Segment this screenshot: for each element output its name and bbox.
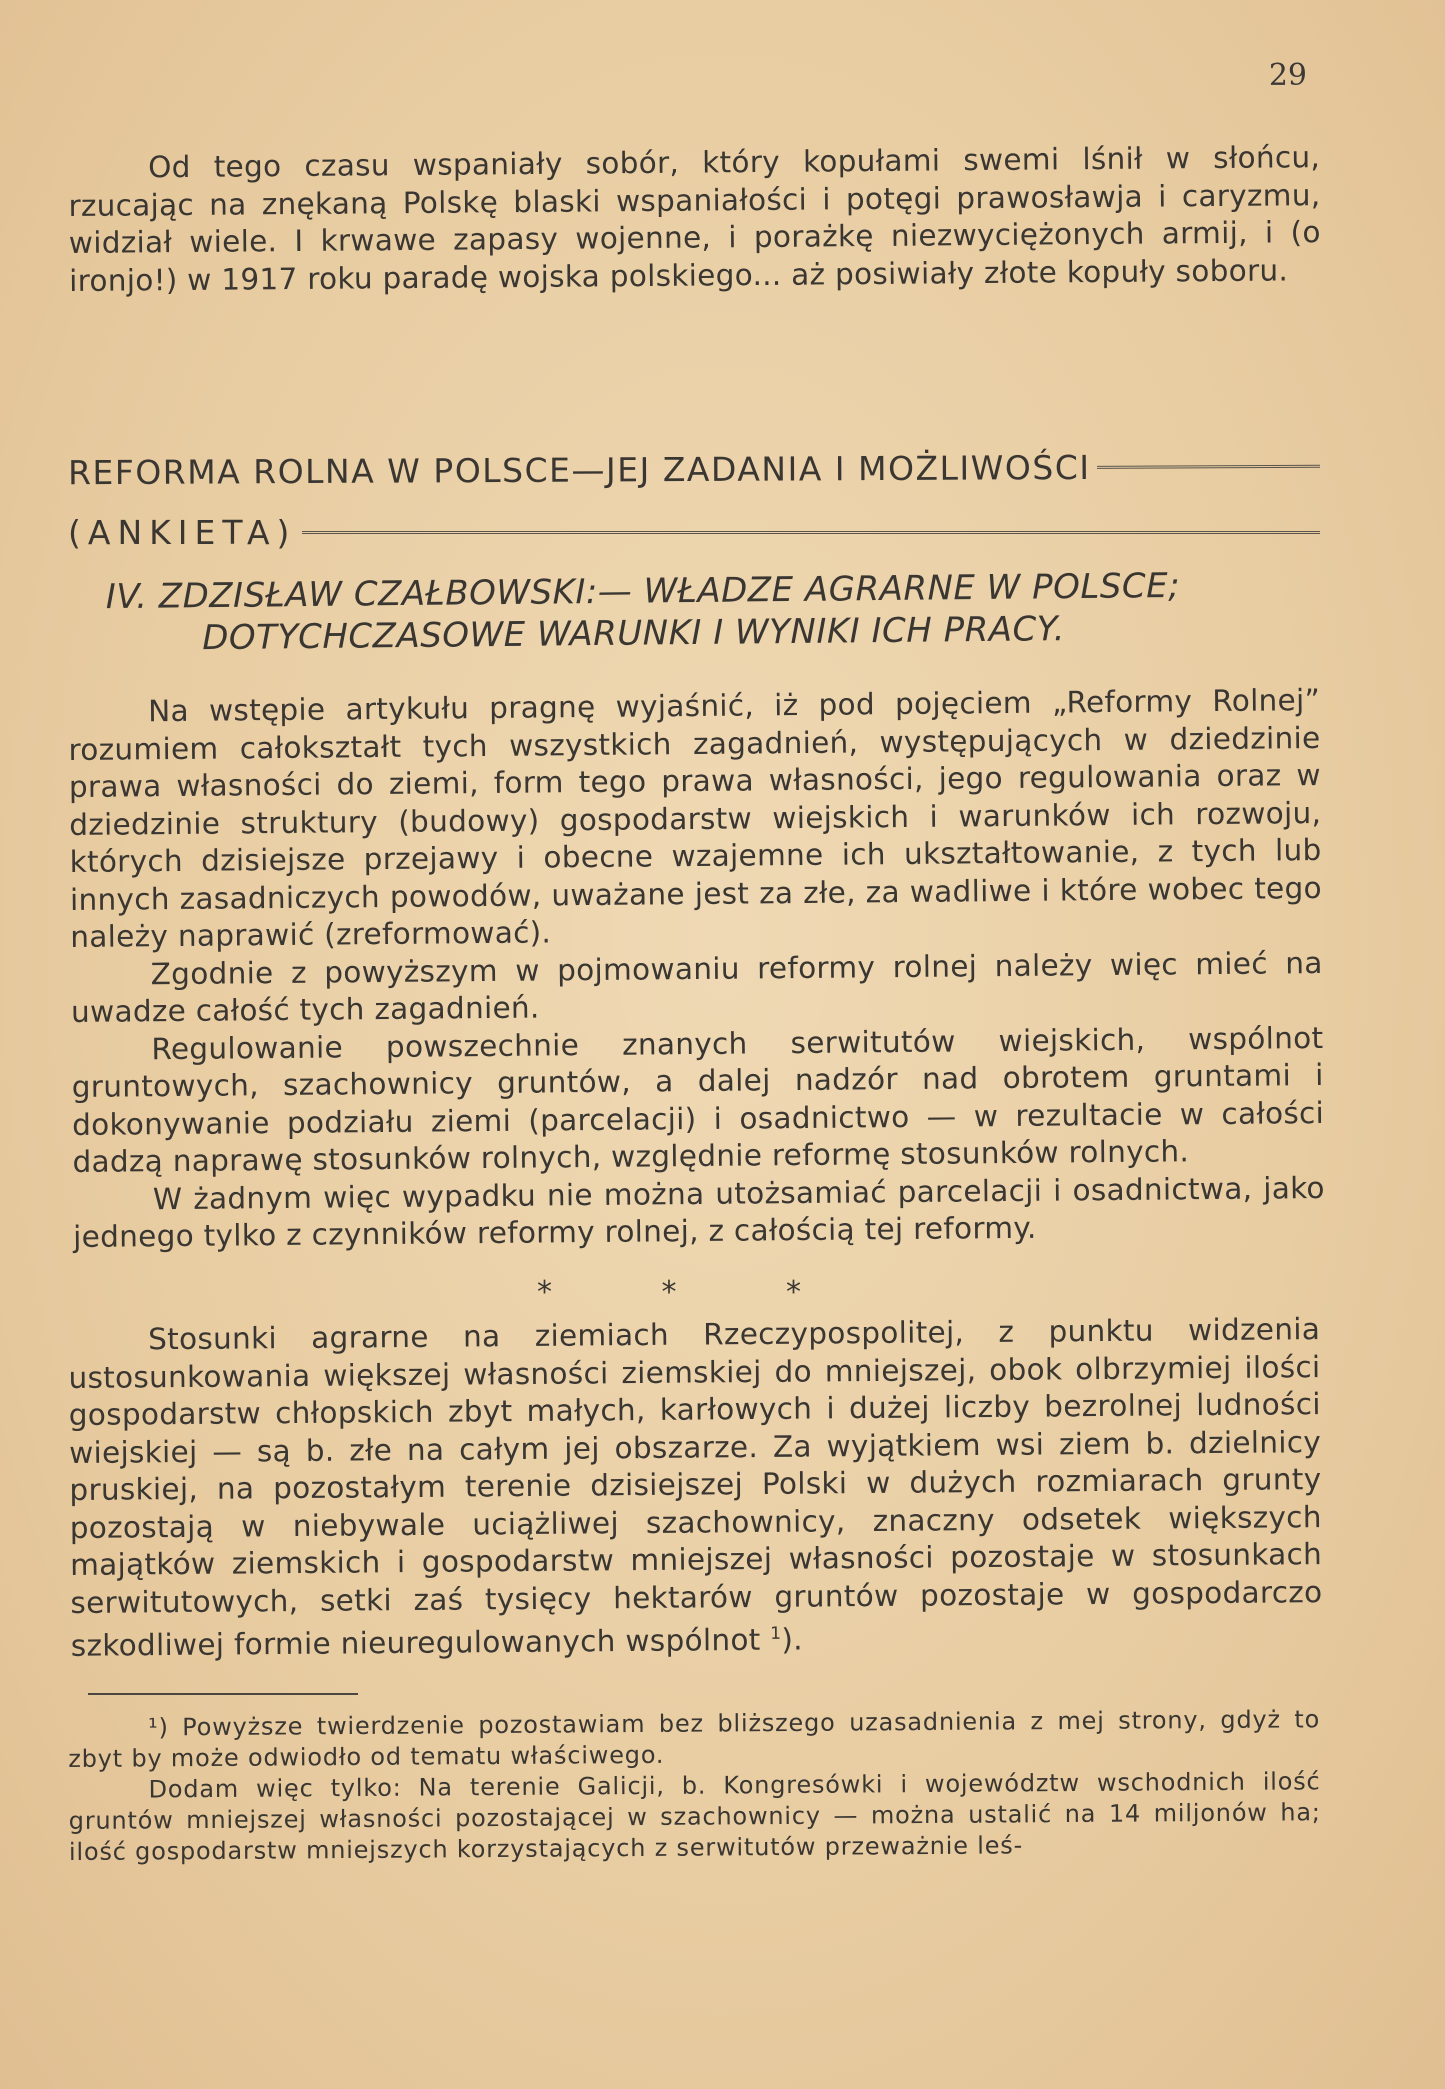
heading-rule: [1097, 465, 1320, 469]
article-title-line-2: DOTYCHCZASOWE WARUNKI I WYNIKI ICH PRACY.: [202, 609, 1066, 659]
footnote-continued: Dodam więc tylko: Na terenie Galicji, b. Kongresówki i województw wschodnich ilość gruntów mniejszej własności pozostającej w szachownicy — można ustalić na 14 miljonów ha; ilość gospodarstw mniejszych korzystających z serwitutów przeważnie leś-: [68, 1767, 1321, 1866]
paragraph: Regulowanie powszechnie znanych serwitutów wiejskich, wspólnot gruntowych, szachownicy gruntów, a dalej nadzór nad obrotem gruntami i dokonywanie podziału ziemi (parcelacji) i osadnictwo — w rezultacie w całości dadzą naprawę stosunków rolnych, względnie reformę stosunków rolnych.: [71, 1020, 1325, 1179]
paragraph: Na wstępie artykułu pragnę wyjaśnić, iż pod pojęciem „Reformy Rolnej” rozumiem całokształt tych wszystkich zagadnień, występujących w dziedzinie prawa własności do ziemi, form tego prawa własności, jego regulowania oraz w dziedzinie struktury (budowy) gospodarstw wiejskich i warunków ich rozwoju, których dzisiejsze przejawy i obecne wzajemne ich ukształtowanie, z tych lub innych zasadniczych powodów, uważane jest za złe, za wadliwe i które wobec tego należy naprawić (zreformować).: [68, 682, 1323, 954]
section-subtitle: (ANKIETA): [68, 513, 297, 552]
page-number: 29: [1268, 58, 1307, 93]
article-body-continued: [68, 1311, 1323, 1665]
footnote-divider: [88, 1693, 358, 1695]
footnote: ¹) Powyższe twierdzenie pozostawiam bez bliższego uzasadnienia z mej strony, gdyż to zbyt by może odwiodło od tematu właściwego.: [68, 1705, 1321, 1773]
paragraph: Zgodnie z powyższym w pojmowaniu reformy rolnej należy więc mieć na uwadze całość tych zagadnień.: [70, 945, 1323, 1029]
section-subtitle-row: [68, 513, 1320, 552]
article-title-line-1: IV. ZDZISŁAW CZAŁBOWSKI:— WŁADZE AGRARNE W POLSCE;: [105, 565, 1181, 618]
section-separator: * * *: [536, 1274, 852, 1310]
article-body: [68, 682, 1325, 1256]
subtitle-rule: [302, 531, 1320, 534]
footnotes: [68, 1704, 1321, 1868]
paragraph-end: ).: [781, 1621, 804, 1657]
paragraph-with-footnote: [68, 1311, 1323, 1665]
section-heading: [68, 447, 1320, 493]
page-content: [67, 140, 1325, 1868]
section-title: REFORMA ROLNA W POLSCE—JEJ ZADANIA I MOŻLIWOŚCI: [67, 447, 1091, 493]
footnote-reference: 1: [770, 1623, 782, 1644]
paragraph: W żadnym więc wypadku nie można utożsamiać parcelacji i osadnictwa, jako jednego tylko z czynników reformy rolnej, z całością tej reformy.: [73, 1170, 1325, 1254]
article-title: [68, 563, 1321, 660]
paragraph-text: Stosunki agrarne na ziemiach Rzeczypospolitej, z punktu widzenia ustosunkowania większej własności ziemskiej do mniejszej, obok olbrzymiej ilości gospodarstw chłopskich zbyt małych, karłowych i dużej liczby bezrolnej ludności wiejskiej — są b. złe na całym jej obszarze. Za wyjątkiem wsi ziem b. dzielnicy pruskiej, na pozostałym terenie dzisiejszej Polski w dużych rozmiarach grunty pozostają w niebywale uciążliwej szachownicy, znaczny odsetek większych majątków ziemskich i gospodarstw mniejszej własności pozostaje w stosunkach serwitutowych, setki zaś tysięcy hektarów gruntów pozostaje w gospodarczo szkodliwej formie nieuregulowanych wspólnot: [68, 1311, 1323, 1663]
intro-paragraph: Od tego czasu wspaniały sobór, który kopułami swemi lśnił w słońcu, rzucając na znękaną Polskę blaski wspaniałości i potęgi prawosławja i caryzmu, widział wiele. I krwawe zapasy wojenne, i porażkę niezwyciężonych armij, i (o ironjo!) w 1917 roku paradę wojska polskiego... aż posiwiały złote kopuły soboru.: [68, 140, 1321, 298]
